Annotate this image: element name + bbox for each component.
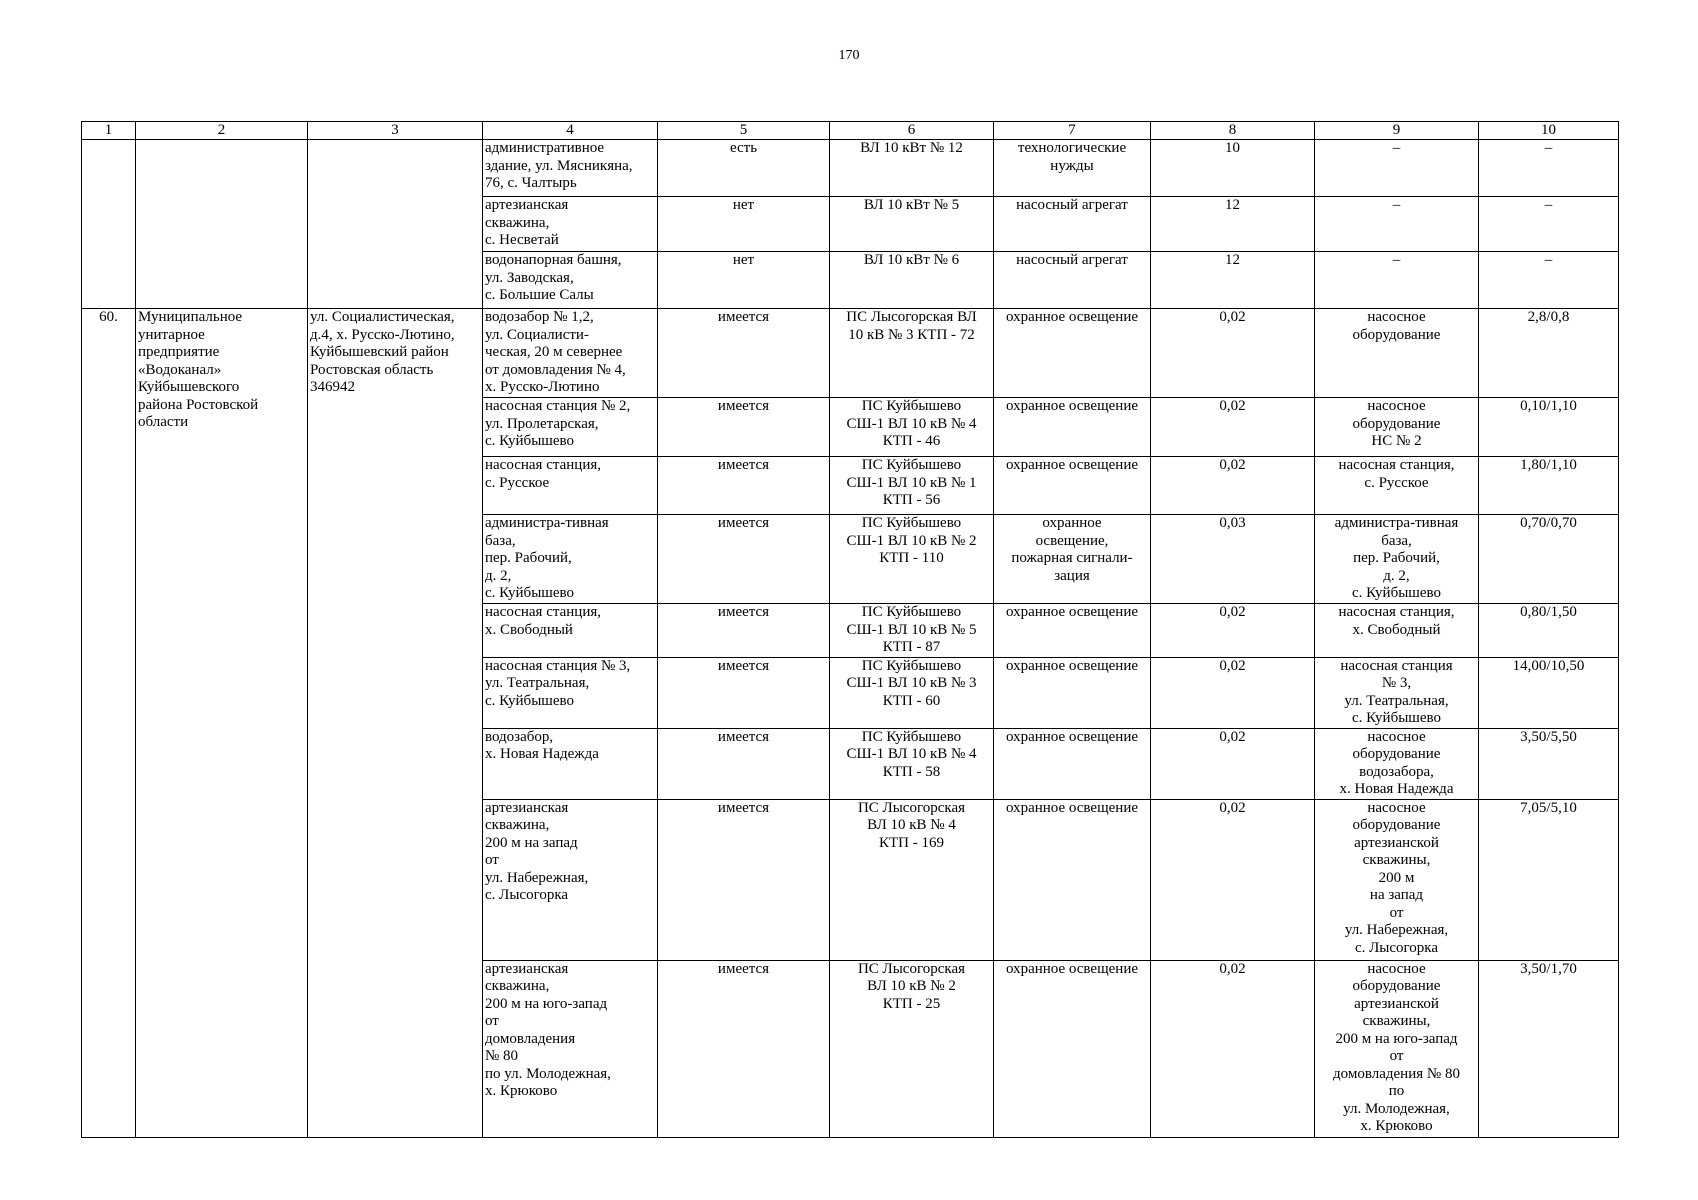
empty-cell	[136, 140, 308, 309]
purpose-cell: охранное освещение, пожарная сигнали- зация	[994, 515, 1151, 604]
power-cell: 0,02	[1151, 457, 1315, 515]
object-cell: административное здание, ул. Мясникяна, 76, с. Чалтырь	[483, 140, 658, 197]
object-cell: насосная станция № 3, ул. Театральная, с. Куйбышево	[483, 657, 658, 728]
availability-cell: имеется	[658, 457, 830, 515]
column-number-row	[82, 122, 1619, 140]
equipment-cell: –	[1315, 140, 1479, 197]
equipment-cell: –	[1315, 252, 1479, 309]
purpose-cell: охранное освещение	[994, 457, 1151, 515]
purpose-cell: охранное освещение	[994, 728, 1151, 799]
purpose-cell: охранное освещение	[994, 604, 1151, 658]
power-cell: 0,03	[1151, 515, 1315, 604]
purpose-cell: насосный агрегат	[994, 197, 1151, 252]
availability-cell: имеется	[658, 398, 830, 457]
capacity-cell: 0,70/0,70	[1479, 515, 1619, 604]
object-cell: артезианская скважина, 200 м на юго-запад от домовладения № 80 по ул. Молодежная, х. Крюково	[483, 960, 658, 1137]
object-cell: водонапорная башня, ул. Заводская, с. Большие Салы	[483, 252, 658, 309]
availability-cell: имеется	[658, 799, 830, 960]
purpose-cell: охранное освещение	[994, 799, 1151, 960]
purpose-cell: технологические нужды	[994, 140, 1151, 197]
power-source-cell: ПС Лысогорская ВЛ 10 кВ № 2 КТП - 25	[830, 960, 994, 1137]
power-source-cell: ПС Куйбышево СШ-1 ВЛ 10 кВ № 4 КТП - 58	[830, 728, 994, 799]
object-cell: артезианская скважина, 200 м на запад от ул. Набережная, с. Лысогорка	[483, 799, 658, 960]
entry-number: 60.	[82, 309, 136, 1138]
power-source-cell: ПС Куйбышево СШ-1 ВЛ 10 кВ № 4 КТП - 46	[830, 398, 994, 457]
column-number: 1	[82, 122, 136, 140]
capacity-cell: 1,80/1,10	[1479, 457, 1619, 515]
column-number: 8	[1151, 122, 1315, 140]
column-number: 7	[994, 122, 1151, 140]
availability-cell: имеется	[658, 309, 830, 398]
capacity-cell: –	[1479, 197, 1619, 252]
empty-cell	[308, 140, 483, 309]
availability-cell: есть	[658, 140, 830, 197]
data-table	[81, 121, 1619, 1138]
equipment-cell: насосное оборудование водозабора, х. Новая Надежда	[1315, 728, 1479, 799]
empty-cell	[82, 140, 136, 309]
capacity-cell: 2,8/0,8	[1479, 309, 1619, 398]
availability-cell: нет	[658, 252, 830, 309]
equipment-cell: насосная станция, с. Русское	[1315, 457, 1479, 515]
power-source-cell: ПС Лысогорская ВЛ 10 кВ № 4 КТП - 169	[830, 799, 994, 960]
capacity-cell: 14,00/10,50	[1479, 657, 1619, 728]
object-cell: насосная станция, с. Русское	[483, 457, 658, 515]
power-source-cell: ВЛ 10 кВт № 5	[830, 197, 994, 252]
equipment-cell: насосное оборудование артезианской скважины, 200 м на юго-запад от домовладения № 80 по ул. Молодежная, х. Крюково	[1315, 960, 1479, 1137]
power-cell: 12	[1151, 197, 1315, 252]
purpose-cell: охранное освещение	[994, 309, 1151, 398]
column-number: 5	[658, 122, 830, 140]
availability-cell: имеется	[658, 960, 830, 1137]
equipment-cell: насосная станция, х. Свободный	[1315, 604, 1479, 658]
column-number: 2	[136, 122, 308, 140]
object-cell: артезианская скважина, с. Несветай	[483, 197, 658, 252]
availability-cell: имеется	[658, 728, 830, 799]
power-source-cell: ВЛ 10 кВт № 6	[830, 252, 994, 309]
capacity-cell: –	[1479, 140, 1619, 197]
page-number: 170	[838, 48, 860, 63]
equipment-cell: насосная станция № 3, ул. Театральная, с. Куйбышево	[1315, 657, 1479, 728]
object-cell: насосная станция № 2, ул. Пролетарская, с. Куйбышево	[483, 398, 658, 457]
column-number: 4	[483, 122, 658, 140]
power-source-cell: ПС Лысогорская ВЛ 10 кВ № 3 КТП - 72	[830, 309, 994, 398]
organization-address: ул. Социалистическая, д.4, х. Русско-Лютино, Куйбышевский район Ростовская область 346942	[308, 309, 483, 1138]
organization-name: Муниципальное унитарное предприятие «Водоканал» Куйбышевского района Ростовской области	[136, 309, 308, 1138]
availability-cell: нет	[658, 197, 830, 252]
availability-cell: имеется	[658, 657, 830, 728]
purpose-cell: насосный агрегат	[994, 252, 1151, 309]
object-cell: водозабор № 1,2, ул. Социалисти- ческая, 20 м севернее от домовладения № 4, х. Русско-Лютино	[483, 309, 658, 398]
power-cell: 12	[1151, 252, 1315, 309]
table-row	[82, 140, 1619, 197]
power-cell: 0,02	[1151, 398, 1315, 457]
power-cell: 0,02	[1151, 960, 1315, 1137]
equipment-cell: –	[1315, 197, 1479, 252]
power-cell: 0,02	[1151, 604, 1315, 658]
capacity-cell: 3,50/5,50	[1479, 728, 1619, 799]
power-cell: 0,02	[1151, 657, 1315, 728]
equipment-cell: администра-тивная база, пер. Рабочий, д. 2, с. Куйбышево	[1315, 515, 1479, 604]
power-cell: 10	[1151, 140, 1315, 197]
purpose-cell: охранное освещение	[994, 657, 1151, 728]
object-cell: насосная станция, х. Свободный	[483, 604, 658, 658]
capacity-cell: 0,80/1,50	[1479, 604, 1619, 658]
capacity-cell: 7,05/5,10	[1479, 799, 1619, 960]
column-number: 3	[308, 122, 483, 140]
table-row	[82, 309, 1619, 398]
column-number: 6	[830, 122, 994, 140]
power-source-cell: ВЛ 10 кВт № 12	[830, 140, 994, 197]
availability-cell: имеется	[658, 604, 830, 658]
purpose-cell: охранное освещение	[994, 960, 1151, 1137]
power-source-cell: ПС Куйбышево СШ-1 ВЛ 10 кВ № 3 КТП - 60	[830, 657, 994, 728]
capacity-cell: 0,10/1,10	[1479, 398, 1619, 457]
capacity-cell: 3,50/1,70	[1479, 960, 1619, 1137]
power-cell: 0,02	[1151, 728, 1315, 799]
power-source-cell: ПС Куйбышево СШ-1 ВЛ 10 кВ № 5 КТП - 87	[830, 604, 994, 658]
object-cell: водозабор, х. Новая Надежда	[483, 728, 658, 799]
equipment-cell: насосное оборудование артезианской скважины, 200 м на запад от ул. Набережная, с. Лысогорка	[1315, 799, 1479, 960]
object-cell: администра-тивная база, пер. Рабочий, д. 2, с. Куйбышево	[483, 515, 658, 604]
column-number: 9	[1315, 122, 1479, 140]
equipment-cell: насосное оборудование	[1315, 309, 1479, 398]
capacity-cell: –	[1479, 252, 1619, 309]
power-cell: 0,02	[1151, 799, 1315, 960]
power-source-cell: ПС Куйбышево СШ-1 ВЛ 10 кВ № 2 КТП - 110	[830, 515, 994, 604]
purpose-cell: охранное освещение	[994, 398, 1151, 457]
equipment-cell: насосное оборудование НС № 2	[1315, 398, 1479, 457]
power-source-cell: ПС Куйбышево СШ-1 ВЛ 10 кВ № 1 КТП - 56	[830, 457, 994, 515]
column-number: 10	[1479, 122, 1619, 140]
power-cell: 0,02	[1151, 309, 1315, 398]
availability-cell: имеется	[658, 515, 830, 604]
